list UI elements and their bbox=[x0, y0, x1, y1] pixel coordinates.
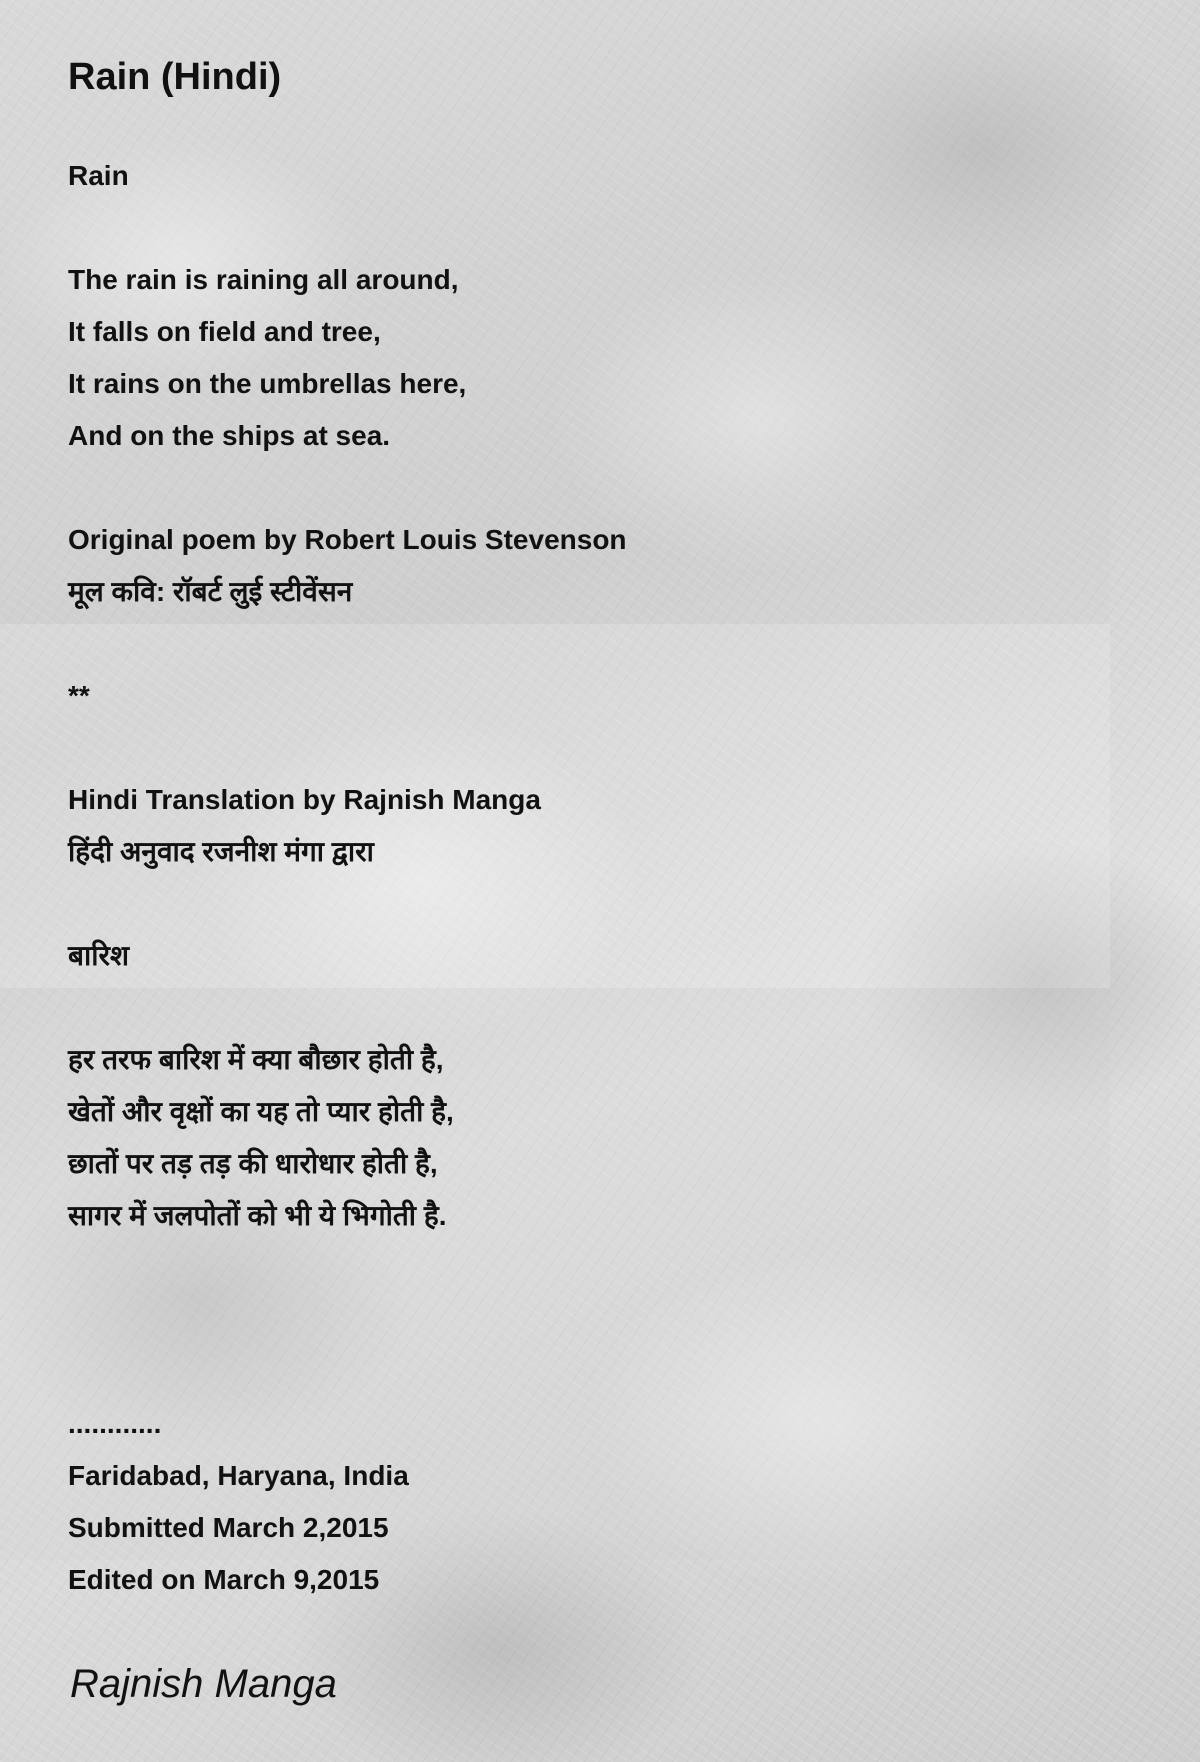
poem-body bbox=[68, 150, 627, 1606]
poem-line: हिंदी अनुवाद रजनीश मंगा द्वारा bbox=[68, 836, 374, 867]
poem-line bbox=[68, 982, 627, 1034]
poem-line: Hindi Translation by Rajnish Manga bbox=[68, 784, 541, 815]
poem-line: Faridabad, Haryana, India bbox=[68, 1460, 409, 1491]
poem-line: ............ bbox=[68, 1408, 162, 1439]
poem-line: And on the ships at sea. bbox=[68, 420, 391, 451]
poem-line: मूल कवि: रॉबर्ट लुई स्टीवेंसन bbox=[68, 576, 353, 607]
poem-title: Rain (Hindi) bbox=[68, 56, 282, 98]
poem-line: The rain is raining all around, bbox=[68, 264, 459, 295]
poem-line: खेतों और वृक्षों का यह तो प्यार होती है, bbox=[68, 1096, 454, 1127]
poem-line: Rain bbox=[68, 160, 129, 191]
poem-line: It falls on field and tree, bbox=[68, 316, 381, 347]
poem-line: Original poem by Robert Louis Stevenson bbox=[68, 524, 627, 555]
poem-line: It rains on the umbrellas here, bbox=[68, 368, 467, 399]
poem-line bbox=[68, 462, 627, 514]
poem-line bbox=[68, 722, 627, 774]
author-signature: Rajnish Manga bbox=[70, 1662, 337, 1706]
poem-line: Submitted March 2,2015 bbox=[68, 1512, 389, 1543]
poem-line bbox=[68, 878, 627, 930]
poem-line bbox=[68, 1294, 627, 1346]
poem-line bbox=[68, 202, 627, 254]
poem-line: हर तरफ बारिश में क्या बौछार होती है, bbox=[68, 1044, 444, 1075]
poem-line bbox=[68, 1242, 627, 1294]
poem-line: Edited on March 9,2015 bbox=[68, 1564, 380, 1595]
poem-line: ** bbox=[68, 680, 90, 711]
poem-line: छातों पर तड़ तड़ की धारोधार होती है, bbox=[68, 1148, 438, 1179]
poem-line: बारिश bbox=[68, 940, 129, 971]
poem-line: सागर में जलपोतों को भी ये भिगोती है. bbox=[68, 1200, 447, 1231]
poem-line bbox=[68, 618, 627, 670]
poem-line bbox=[68, 1346, 627, 1398]
